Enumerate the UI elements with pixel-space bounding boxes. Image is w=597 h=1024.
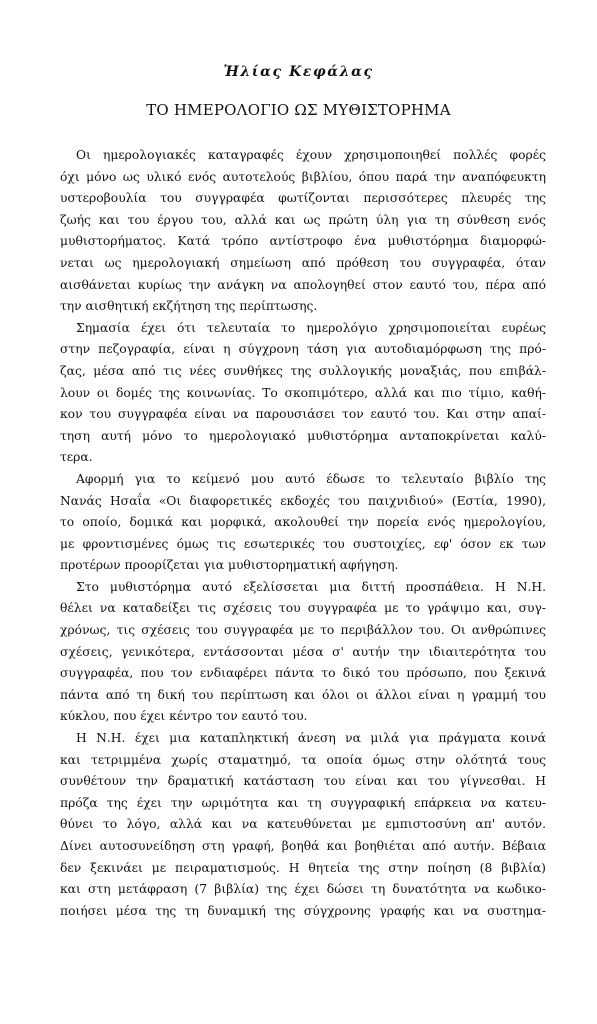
article-title: ΤΟ ΗΜΕΡΟΛΟΓΙΟ ΩΣ ΜΥΘΙΣΤΟΡΗΜΑ bbox=[146, 101, 451, 119]
text-line: ποιήσει μέσα της τη δυναμική της σύγχρονης γραφής και να συστημα- bbox=[60, 903, 546, 918]
paragraph bbox=[60, 469, 546, 577]
article-body bbox=[60, 145, 546, 922]
text-line: το οποίο, δομικά και μορφικά, ακολουθεί την πορεία ενός ημερολογίου, bbox=[60, 515, 546, 530]
text-line: συνθέτουν την δραματική κατάσταση του είναι και του γίγνεσθαι. Η bbox=[60, 774, 546, 789]
text-line: σχέσεις, γενικότερα, εντάσσονται μέσα σ' αυτήν την ιδιαιτερότητα του bbox=[60, 644, 546, 659]
text-line: Η Ν.Η. έχει μια καταπληκτική άνεση να μιλά για πράγματα κοινά bbox=[76, 731, 546, 746]
paragraph bbox=[60, 145, 546, 318]
text-line: αισθάνεται κυρίως την ανάγκη να απολογηθεί στον εαυτό του, πέρα από bbox=[60, 277, 546, 292]
text-line: τερα. bbox=[60, 450, 93, 465]
text-line: στην πεζογραφία, είναι η σύγχρονη τάση για αυτοδιαμόρφωση της πρό- bbox=[60, 342, 546, 357]
text-line: ζας, μέσα από τις νέες συνθήκες της συλλογικής μοναξιάς, που επιβάλ- bbox=[60, 363, 546, 378]
text-line: συγγραφέα, που τον ενδιαφέρει πάντα το δικό του πρόσωπο, που ξεκινά bbox=[60, 666, 546, 681]
text-line: την αισθητική εκζήτηση της περίπτωσης. bbox=[60, 299, 318, 314]
author-name: Ἠλίας Κεφάλας bbox=[223, 64, 374, 80]
text-line: Νανάς Ησαΐα «Οι διαφορετικές εκδοχές του παιχνιδιού» (Εστία, 1990), bbox=[60, 493, 546, 508]
text-line: Σημασία έχει ότι τελευταία το ημερολόγιο χρησιμοποιείται ευρέως bbox=[76, 320, 546, 335]
text-line: κύκλου, που έχει κέντρο τον εαυτό του. bbox=[60, 709, 308, 724]
paragraph bbox=[60, 318, 546, 469]
text-line: πρόζα της έχει την ωριμότητα και τη συγγραφική επάρκεια να κατευ- bbox=[60, 795, 546, 810]
text-line: ζωής και του έργου του, αλλά και ως πρώτη ύλη για τη σύνθεση ενός bbox=[60, 212, 546, 227]
text-line: και στη μετάφραση (7 βιβλία) της έχει δώσει τη δυνατότητα να κωδικο- bbox=[60, 882, 546, 897]
text-line: τηση αυτή μόνο το ημερολογιακό μυθιστόρημα ανταποκρίνεται καλύ- bbox=[60, 428, 546, 443]
text-line: λουν οι δομές της κοινωνίας. Το σκοπιμότερο, αλλά και πιο τίμιο, καθή- bbox=[60, 385, 546, 400]
text-line: Στο μυθιστόρημα αυτό εξελίσσεται μια διττή προσπάθεια. Η Ν.Η. bbox=[76, 579, 546, 594]
text-line: χρόνως, τις σχέσεις του συγγραφέα με το περιβάλλον του. Οι ανθρώπινες bbox=[60, 623, 546, 638]
paragraph bbox=[60, 728, 546, 922]
text-line: θέλει να καταδείξει τις σχέσεις του συγγραφέα με το γράψιμο και, συγ- bbox=[60, 601, 546, 616]
paragraph bbox=[60, 577, 546, 728]
text-line: υστεροβουλία του συγγραφέα φωτίζονται περισσότερες πλευρές της bbox=[60, 191, 546, 206]
text-line: προτέρων προορίζεται για μυθιστορηματική αφήγηση. bbox=[60, 558, 399, 573]
text-line: Δίνει αυτοσυνείδηση στη γραφή, βοηθά και βοηθιέται από αυτήν. Βέβαια bbox=[60, 839, 546, 853]
text-line: Αφορμή για το κείμενό μου αυτό έδωσε το τελευταίο βιβλίο της bbox=[76, 471, 546, 486]
text-line: και τετριμμένα χωρίς σταματημό, τα οποία όμως στην ολότητά τους bbox=[60, 752, 546, 767]
text-line: πάντα από τη δική του περίπτωση και όλοι οι άλλοι είναι η γραμμή του bbox=[60, 687, 546, 702]
text-line: δεν ξεκινάει με πειραματισμούς. Η θητεία της στην ποίηση (8 βιβλία) bbox=[60, 860, 546, 875]
text-line: μυθιστορήματος. Κατά τρόπο αντίστροφο ένα μυθιστόρημα διαμορφώ- bbox=[60, 234, 546, 249]
text-line: Οι ημερολογιακές καταγραφές έχουν χρησιμοποιηθεί πολλές φορές bbox=[76, 148, 546, 162]
text-line: θύνει το λόγο, αλλά και να κατευθύνεται με εμπιστοσύνη απ' αυτόν. bbox=[60, 817, 546, 832]
text-line: όχι μόνο ως υλικό ενός αυτοτελούς βιβλίου, όπου παρά την αναπόφευκτη bbox=[60, 169, 546, 184]
text-line: νεται ως ημερολογιακή σημείωση από πρόθεση του συγγραφέα, όταν bbox=[60, 255, 546, 270]
text-line: με φροντισμένες όμως τις εσωτερικές του συστοιχίες, εφ' όσον εκ των bbox=[60, 536, 546, 551]
text-line: κον του συγγραφέα είναι να παρουσιάσει τον εαυτό του. Και στην απαί- bbox=[60, 407, 546, 422]
